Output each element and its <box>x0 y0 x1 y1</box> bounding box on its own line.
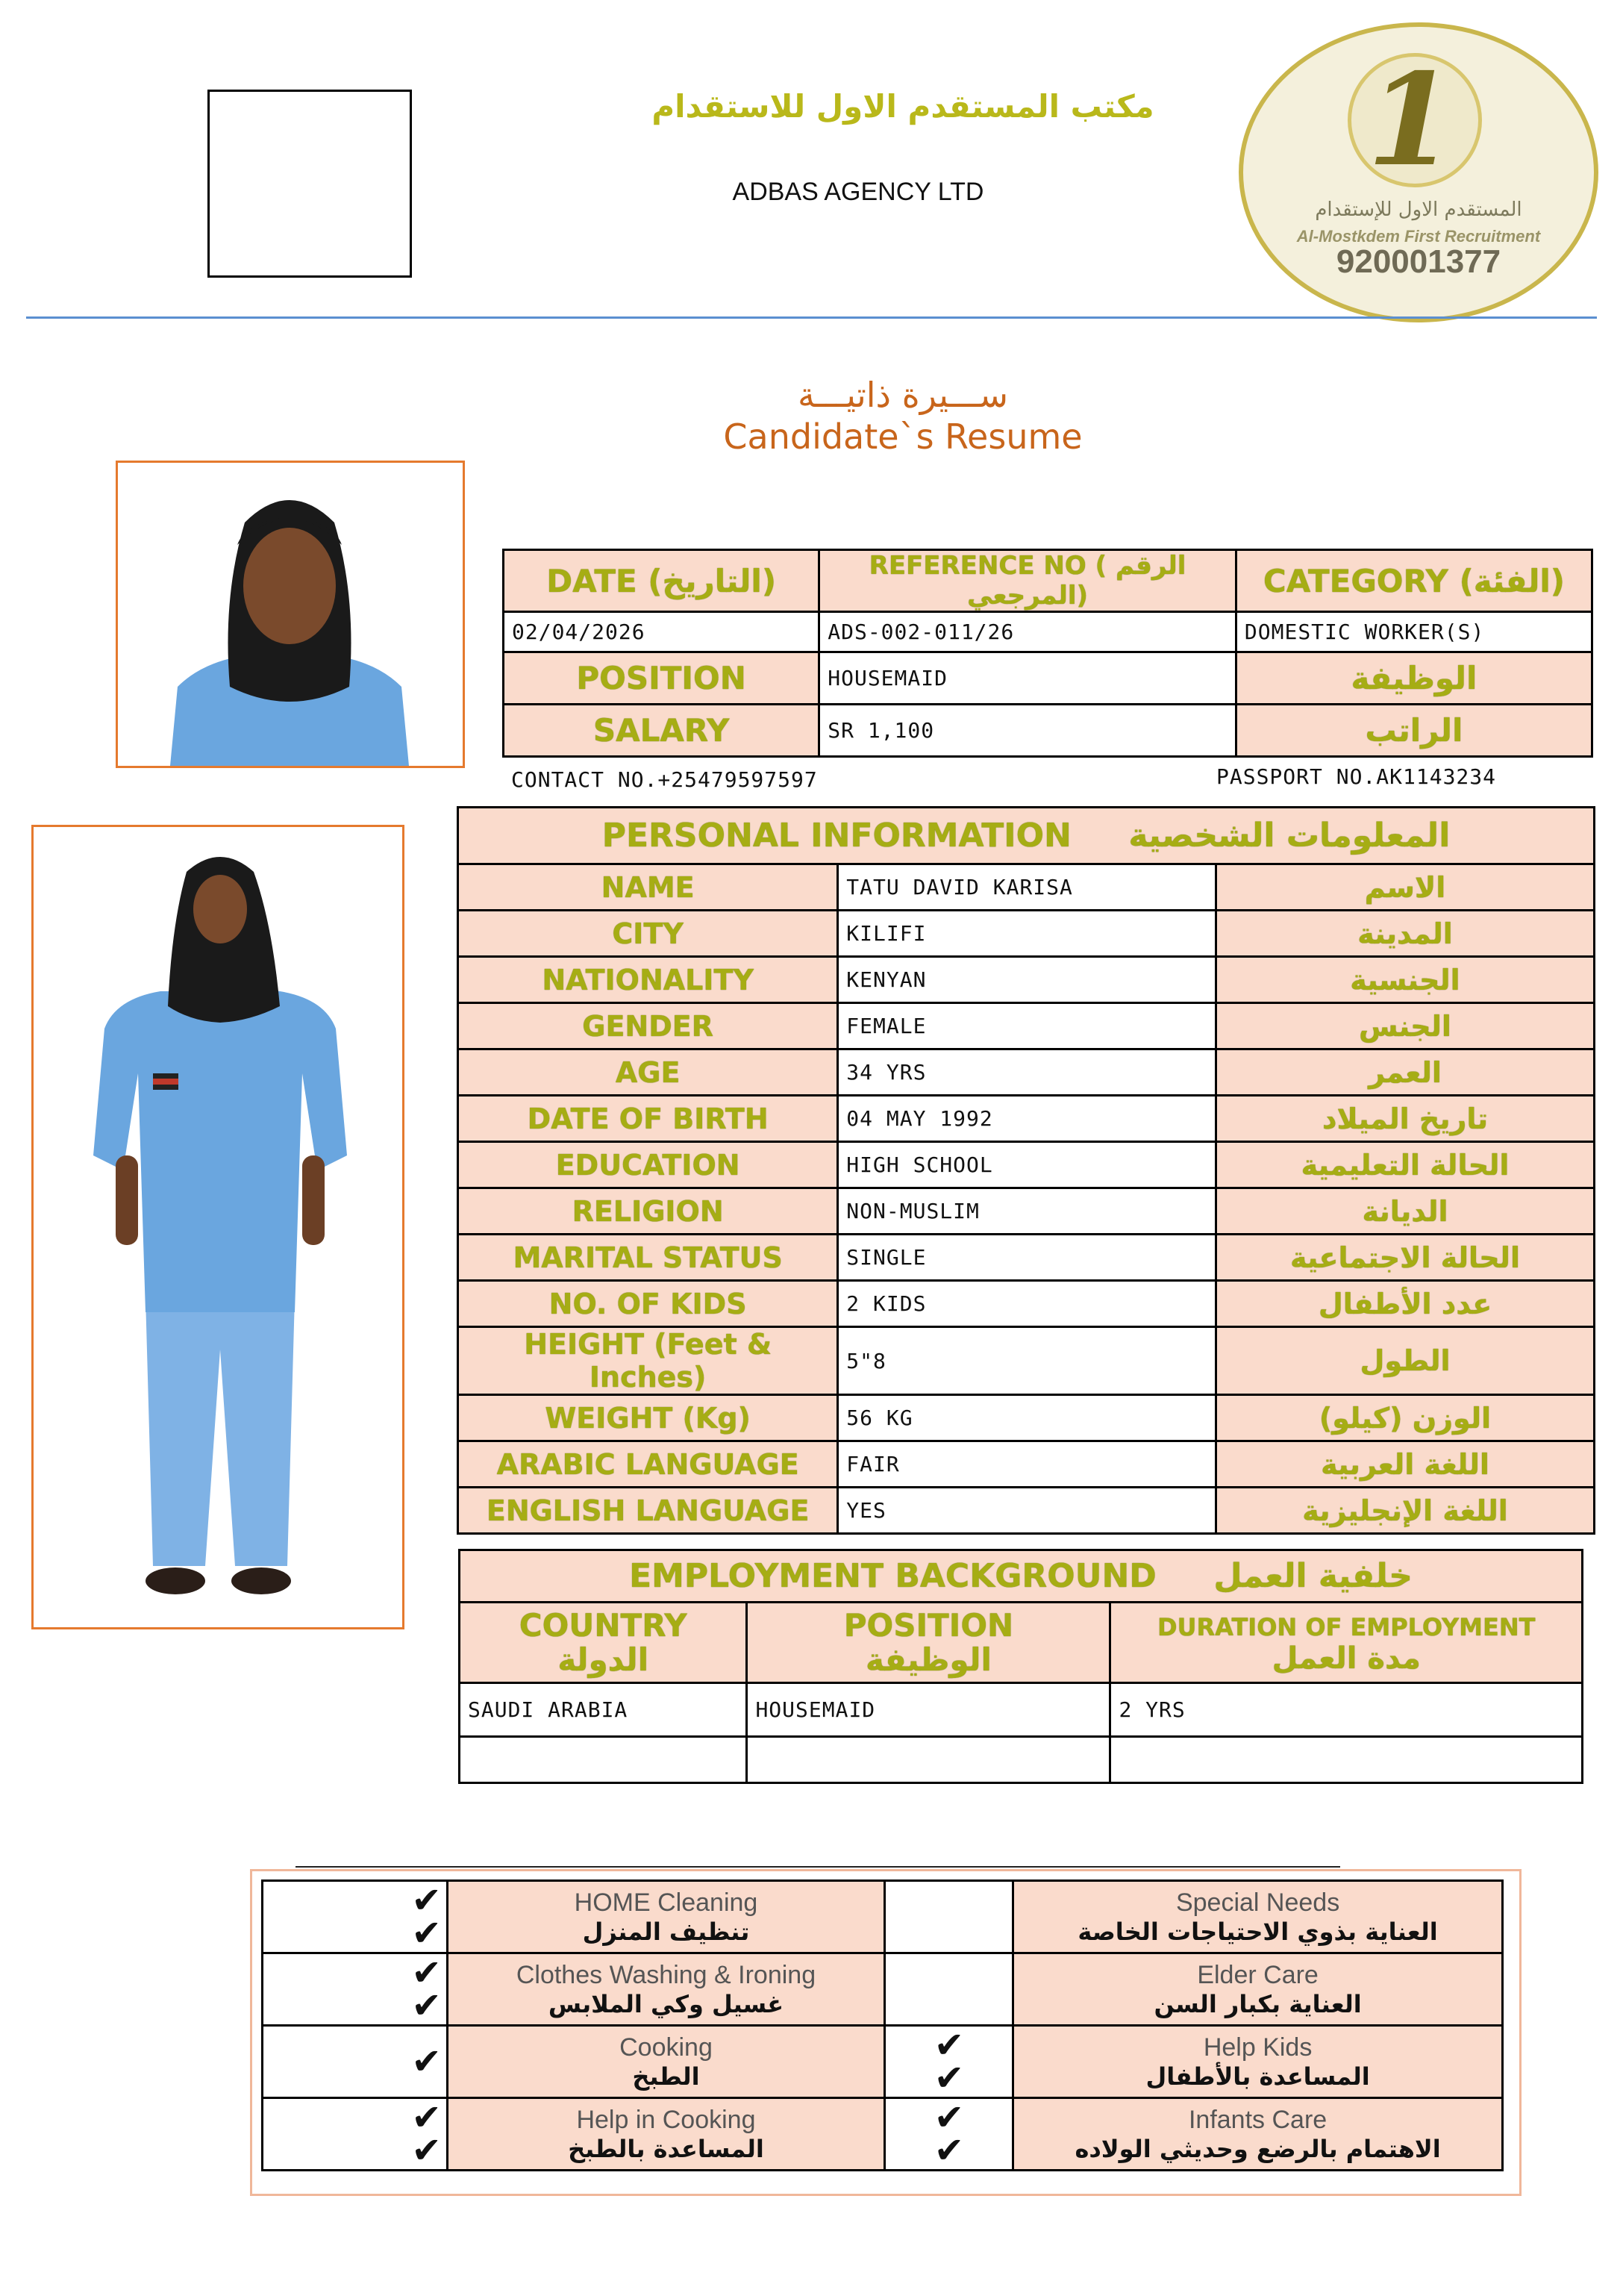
position-label: POSITION <box>504 652 819 705</box>
skill-name-arabic: العناية بكبار السن <box>1154 1989 1362 2018</box>
skill-name-arabic: الاهتمام بالرضع وحديثي الولاده <box>1075 2134 1441 2163</box>
personal-field-value: HIGH SCHOOL <box>838 1142 1216 1188</box>
skill-cell <box>1013 1953 1503 2026</box>
passport-number: PASSPORT NO.AK1143234 <box>1216 764 1497 789</box>
check-icon: ✔✔ <box>411 1879 442 1954</box>
agency-name-arabic: مكتب المستقدم الاول للاستقدام <box>651 88 1154 125</box>
skill-check-cell <box>885 1953 1013 2026</box>
personal-info-row <box>458 1096 1595 1142</box>
personal-field-label-arabic: الجنس <box>1216 1003 1595 1049</box>
employment-title: EMPLOYMENT BACKGROUND <box>629 1557 1157 1595</box>
personal-info-row <box>458 1003 1595 1049</box>
personal-field-label: MARITAL STATUS <box>458 1235 838 1281</box>
salary-label: SALARY <box>504 705 819 757</box>
personal-field-label: CITY <box>458 911 838 957</box>
personal-field-value: 04 MAY 1992 <box>838 1096 1216 1142</box>
position-column-header <box>747 1603 1110 1683</box>
personal-field-label: RELIGION <box>458 1188 838 1235</box>
employment-row <box>460 1683 1583 1737</box>
skill-name-arabic: المساعدة بالأطفال <box>1145 2062 1370 2091</box>
skill-name: Elder Care <box>1197 1960 1319 1989</box>
check-icon: ✔✔ <box>411 2097 442 2171</box>
employment-position: HOUSEMAID <box>747 1683 1110 1737</box>
country-label-arabic: الدولة <box>557 1641 649 1678</box>
skill-name-arabic: تنظيف المنزل <box>582 1917 750 1946</box>
full-body-figure <box>34 827 402 1627</box>
personal-field-value: FEMALE <box>838 1003 1216 1049</box>
resume-title-arabic: ســـيرة ذاتيـــة <box>798 375 1008 415</box>
skill-name-arabic: المساعدة بالطبخ <box>568 2134 764 2163</box>
passport-photo-placeholder <box>207 90 412 278</box>
skill-name-arabic: غسيل وكي الملابس <box>548 1989 784 2018</box>
contact-number: CONTACT NO.+25479597597 <box>511 767 818 792</box>
employment-duration: 2 YRS <box>1110 1683 1583 1737</box>
skill-cell <box>1013 2098 1503 2171</box>
personal-info-header <box>458 808 1595 864</box>
personal-field-label-arabic: الديانة <box>1216 1188 1595 1235</box>
country-column-header <box>460 1603 747 1683</box>
personal-field-label-arabic: الوزن (كيلو) <box>1216 1395 1595 1441</box>
personal-field-label: NAME <box>458 864 838 911</box>
skill-check-cell <box>263 1881 448 1953</box>
personal-info-row <box>458 1281 1595 1327</box>
duration-label: DURATION OF EMPLOYMENT <box>1157 1612 1536 1641</box>
skill-row <box>263 1881 1503 1953</box>
personal-field-label-arabic: تاريخ الميلاد <box>1216 1096 1595 1142</box>
date-value: 02/04/2026 <box>504 612 819 652</box>
position-label-arabic: الوظيفة <box>866 1641 992 1678</box>
skill-cell <box>1013 1881 1503 1953</box>
skill-name: Special Needs <box>1175 1888 1340 1917</box>
personal-field-label-arabic: الطول <box>1216 1327 1595 1395</box>
skill-name: Clothes Washing & Ironing <box>516 1960 816 1989</box>
personal-field-label-arabic: العمر <box>1216 1049 1595 1096</box>
skill-check-cell <box>263 1953 448 2026</box>
personal-info-row <box>458 1235 1595 1281</box>
employment-title-arabic: خلفية العمل <box>1213 1557 1413 1595</box>
personal-field-label: NATIONALITY <box>458 957 838 1003</box>
skill-row <box>263 1953 1503 2026</box>
personal-field-value: FAIR <box>838 1441 1216 1488</box>
duration-column-header <box>1110 1603 1583 1683</box>
personal-info-title-arabic: المعلومات الشخصية <box>1128 817 1451 855</box>
personal-field-value: 34 YRS <box>838 1049 1216 1096</box>
skill-row <box>263 2098 1503 2171</box>
personal-info-row <box>458 1327 1595 1395</box>
logo-name-arabic: المستقدم الاول للإستقدام <box>1315 199 1522 221</box>
logo-number: 1 <box>1366 46 1456 195</box>
personal-field-label-arabic: المدينة <box>1216 911 1595 957</box>
personal-info-row <box>458 1488 1595 1534</box>
personal-field-value: KENYAN <box>838 957 1216 1003</box>
employment-header <box>460 1550 1583 1603</box>
check-icon: ✔✔ <box>934 2024 965 2099</box>
full-body-photo <box>31 825 404 1629</box>
resume-title: Candidate`s Resume <box>723 417 1083 457</box>
skill-cell <box>447 1953 885 2026</box>
skill-cell <box>447 2026 885 2098</box>
skill-name-arabic: العناية بذوي الاحتياجات الخاصة <box>1078 1917 1438 1946</box>
skill-check-cell <box>263 2026 448 2098</box>
portrait-figure <box>118 463 463 766</box>
personal-field-label: WEIGHT (Kg) <box>458 1395 838 1441</box>
personal-field-label: AGE <box>458 1049 838 1096</box>
skill-check-cell <box>885 2098 1013 2171</box>
summary-table <box>502 549 1593 758</box>
personal-info-row <box>458 1188 1595 1235</box>
skill-cell <box>447 2098 885 2171</box>
duration-label-arabic: مدة العمل <box>1272 1641 1421 1676</box>
employment-row-empty <box>460 1737 1583 1783</box>
personal-field-label-arabic: اللغة العربية <box>1216 1441 1595 1488</box>
personal-info-row <box>458 911 1595 957</box>
personal-field-value: TATU DAVID KARISA <box>838 864 1216 911</box>
personal-info-row <box>458 1395 1595 1441</box>
category-value: DOMESTIC WORKER(S) <box>1236 612 1592 652</box>
reference-label: REFERENCE NO ( الرقم المرجعي) <box>819 550 1236 612</box>
skill-name: Help in Cooking <box>576 2105 756 2134</box>
personal-field-label: ENGLISH LANGUAGE <box>458 1488 838 1534</box>
personal-info-row <box>458 1049 1595 1096</box>
date-label: DATE (التاريخ) <box>504 550 819 612</box>
personal-field-label: GENDER <box>458 1003 838 1049</box>
skill-check-cell <box>263 2098 448 2171</box>
personal-field-label: DATE OF BIRTH <box>458 1096 838 1142</box>
personal-field-value: KILIFI <box>838 911 1216 957</box>
personal-field-value: 5"8 <box>838 1327 1216 1395</box>
personal-field-label: NO. OF KIDS <box>458 1281 838 1327</box>
personal-info-row <box>458 1142 1595 1188</box>
personal-field-value: YES <box>838 1488 1216 1534</box>
skill-check-cell <box>885 2026 1013 2098</box>
logo-name-english: Al-Mostkdem First Recruitment <box>1296 227 1541 246</box>
personal-field-label-arabic: الحالة الاجتماعية <box>1216 1235 1595 1281</box>
skill-name: Cooking <box>619 2033 713 2062</box>
skill-row <box>263 2026 1503 2098</box>
skill-name: Infants Care <box>1188 2105 1328 2134</box>
agency-logo <box>1239 22 1598 322</box>
personal-info-row <box>458 864 1595 911</box>
skills-table <box>261 1879 1504 2171</box>
personal-info-row <box>458 957 1595 1003</box>
check-icon: ✔ <box>411 2041 442 2083</box>
personal-info-row <box>458 1441 1595 1488</box>
personal-field-label-arabic: اللغة الإنجليزية <box>1216 1488 1595 1534</box>
empty-cell <box>747 1737 1110 1783</box>
skill-name: Help Kids <box>1203 2033 1313 2062</box>
personal-field-label: EDUCATION <box>458 1142 838 1188</box>
personal-info-table <box>457 806 1595 1535</box>
personal-field-value: 2 KIDS <box>838 1281 1216 1327</box>
personal-field-label: HEIGHT (Feet & Inches) <box>458 1327 838 1395</box>
personal-field-value: 56 KG <box>838 1395 1216 1441</box>
personal-info-title: PERSONAL INFORMATION <box>601 817 1072 855</box>
personal-field-value: NON-MUSLIM <box>838 1188 1216 1235</box>
employment-country: SAUDI ARABIA <box>460 1683 747 1737</box>
reference-value: ADS-002-011/26 <box>819 612 1236 652</box>
personal-field-label-arabic: عدد الأطفال <box>1216 1281 1595 1327</box>
empty-cell <box>460 1737 747 1783</box>
portrait-photo <box>116 461 465 768</box>
personal-field-label-arabic: الجنسية <box>1216 957 1595 1003</box>
skill-name: HOME Cleaning <box>574 1888 758 1917</box>
check-icon: ✔✔ <box>411 1952 442 2027</box>
personal-field-value: SINGLE <box>838 1235 1216 1281</box>
logo-phone: 920001377 <box>1336 243 1501 280</box>
position-label-arabic: الوظيفة <box>1236 652 1592 705</box>
check-icon: ✔✔ <box>934 2097 965 2171</box>
personal-field-label: ARABIC LANGUAGE <box>458 1441 838 1488</box>
position-value: HOUSEMAID <box>819 652 1236 705</box>
position-label: POSITION <box>843 1606 1014 1644</box>
employment-table <box>458 1549 1583 1784</box>
skill-cell <box>447 1881 885 1953</box>
personal-field-label-arabic: الاسم <box>1216 864 1595 911</box>
category-label: CATEGORY (الفئة) <box>1236 550 1592 612</box>
salary-value: SR 1,100 <box>819 705 1236 757</box>
personal-field-label-arabic: الحالة التعليمية <box>1216 1142 1595 1188</box>
country-label: COUNTRY <box>519 1606 687 1644</box>
empty-cell <box>1110 1737 1583 1783</box>
skill-cell <box>1013 2026 1503 2098</box>
agency-name: ADBAS AGENCY LTD <box>732 178 984 206</box>
header-divider <box>26 316 1597 319</box>
salary-label-arabic: الراتب <box>1236 705 1592 757</box>
skill-name-arabic: الطبخ <box>632 2062 700 2091</box>
skill-check-cell <box>885 1881 1013 1953</box>
skills-divider <box>295 1866 1340 1868</box>
